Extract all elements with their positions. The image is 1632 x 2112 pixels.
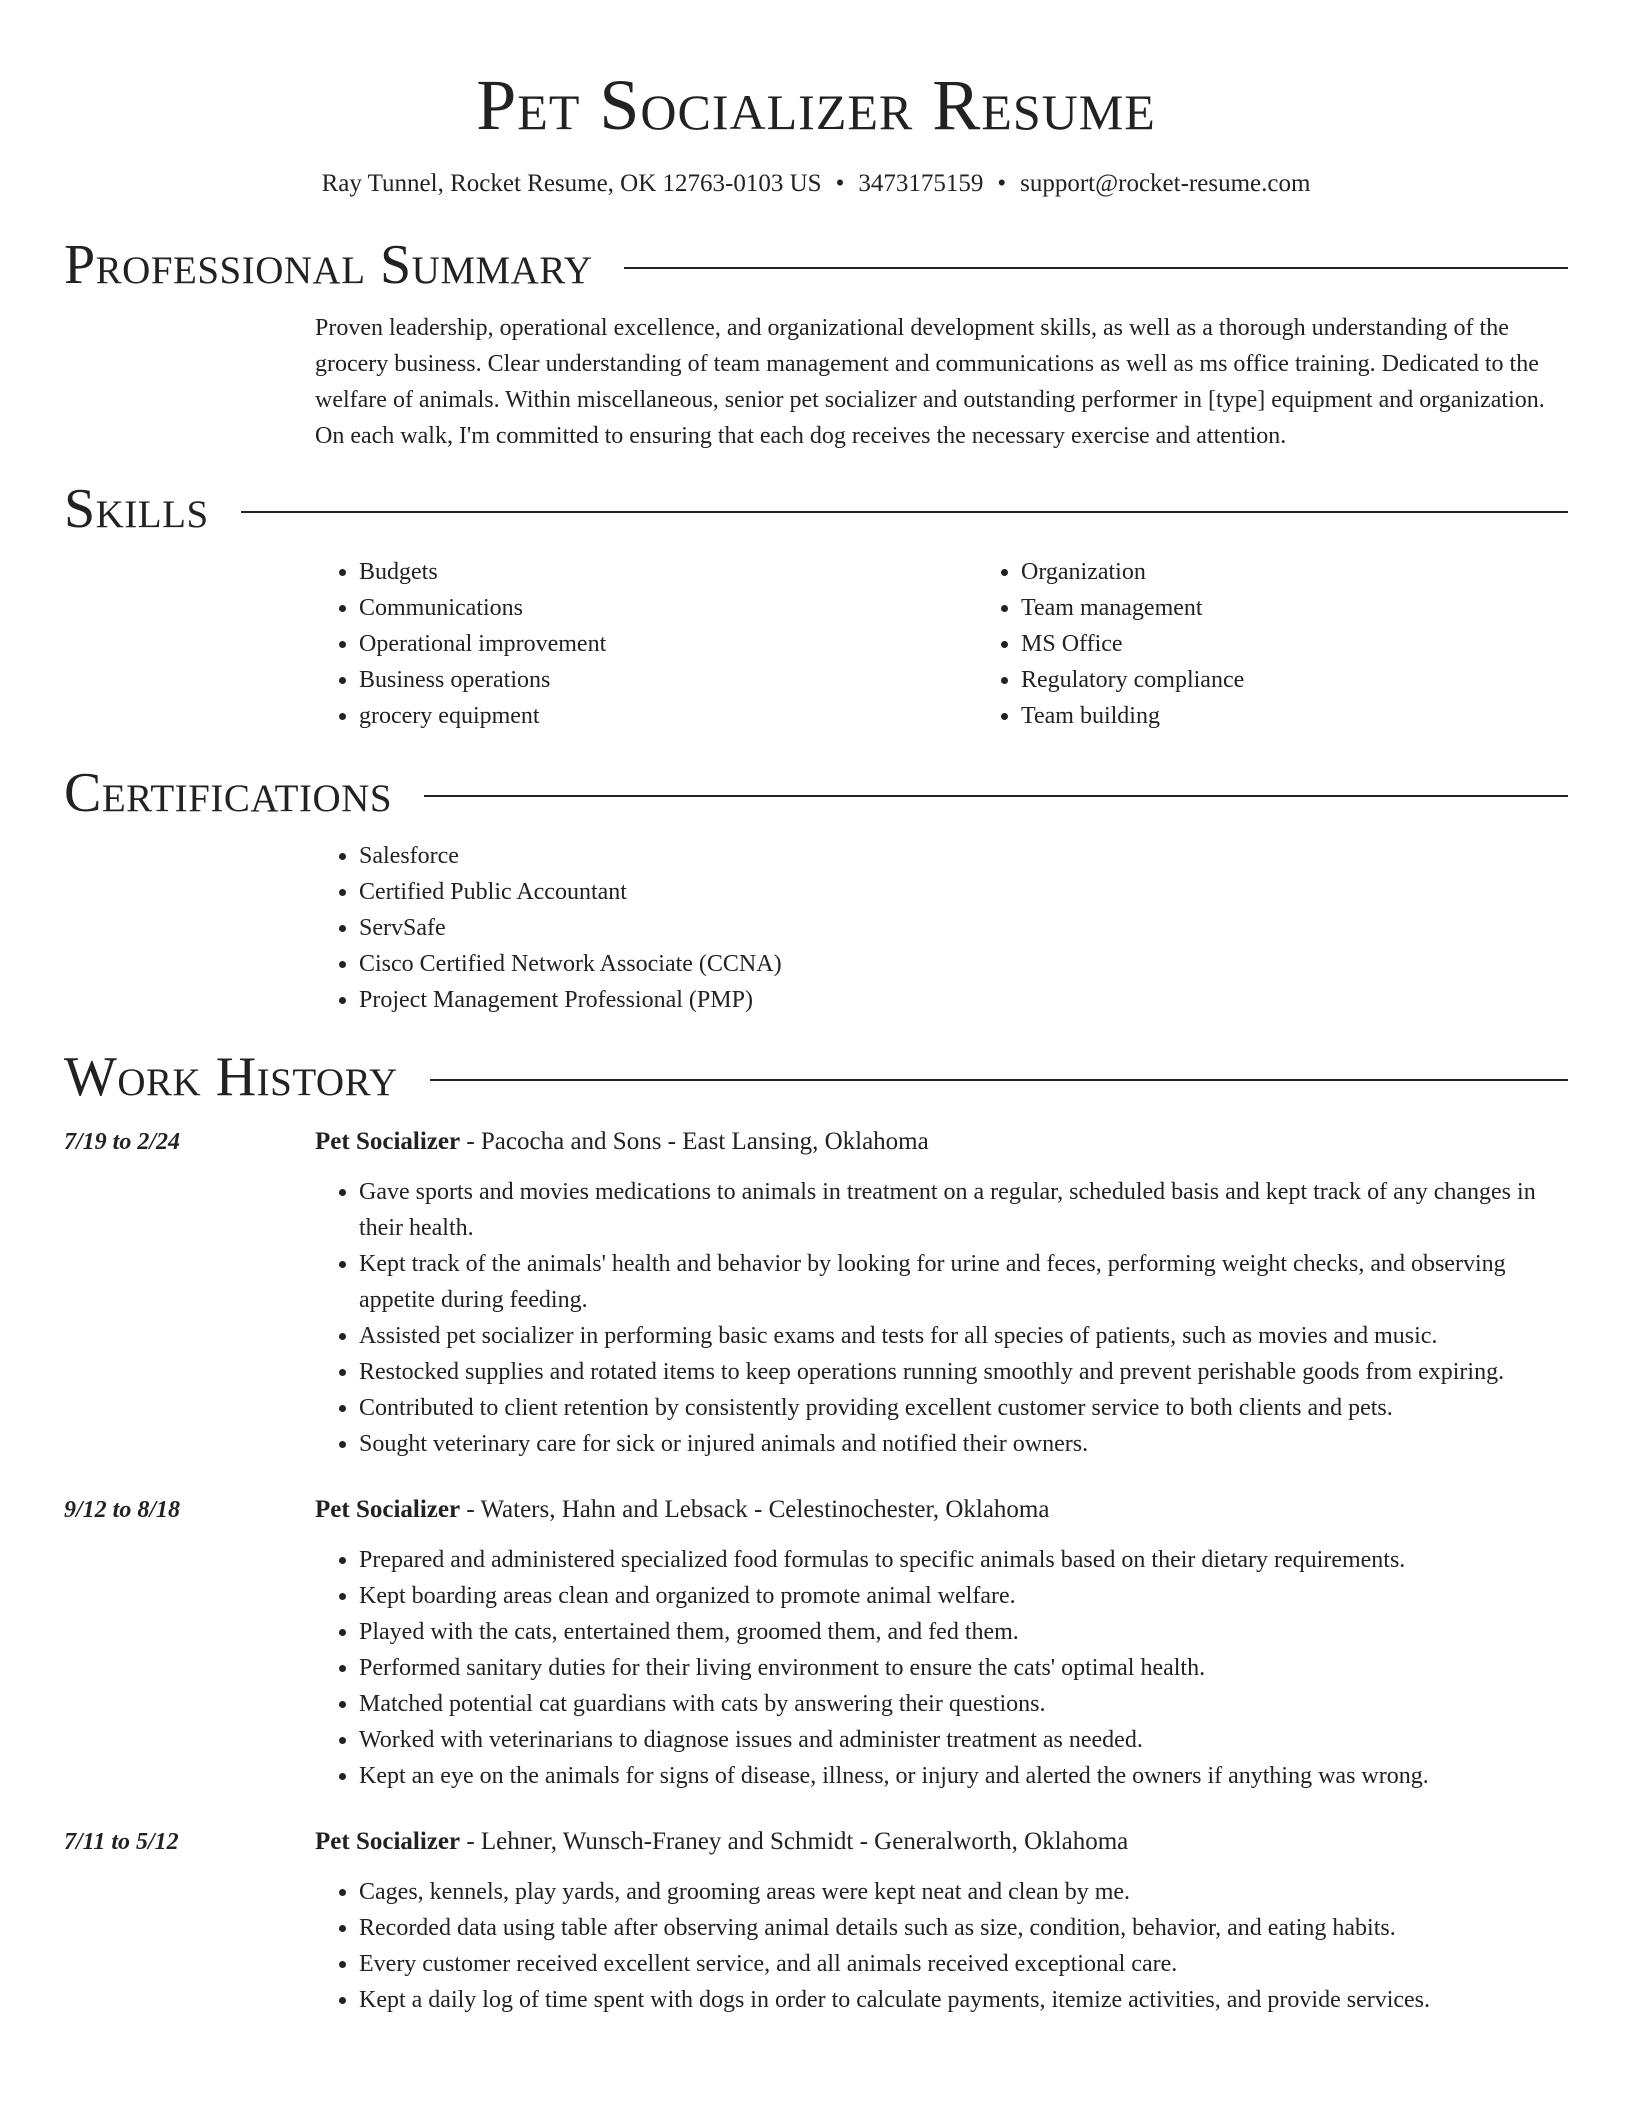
job-bullet: • Played with the cats, entertained them, groomed them, and fed them.: [359, 1614, 1568, 1650]
skill-item: • Organization: [1021, 554, 1632, 590]
job-title-line: [315, 1124, 1568, 1160]
skill-item: • Operational improvement: [359, 626, 977, 662]
skill-item: • Team management: [1021, 590, 1632, 626]
job-bullets: [315, 1874, 1568, 2018]
job-bullet: • Matched potential cat guardians with cats by answering their questions.: [359, 1686, 1568, 1722]
skills-body: [315, 554, 1568, 734]
job-employer: - Lehner, Wunsch-Franey and Schmidt - Generalworth, Oklahoma: [460, 1828, 1129, 1855]
contact-line: [64, 168, 1568, 200]
job-main: [315, 1824, 1568, 2018]
skill-item: • Regulatory compliance: [1021, 662, 1632, 698]
certification-item: • Project Management Professional (PMP): [359, 982, 1568, 1018]
job-bullet: • Assisted pet socializer in performing basic exams and tests for all species of patients, such as movies and music.: [359, 1318, 1568, 1354]
job-bullet: • Performed sanitary duties for their living environment to ensure the cats' optimal health.: [359, 1650, 1568, 1686]
job-dates: 7/19 to 2/24: [64, 1129, 181, 1155]
job-bullet: • Recorded data using table after observing animal details such as size, condition, behavior, and eating habits.: [359, 1910, 1568, 1946]
job-bullet: • Restocked supplies and rotated items to keep operations running smoothly and prevent perishable goods from expiring.: [359, 1354, 1568, 1390]
job-bullet: • Worked with veterinarians to diagnose issues and administer treatment as needed.: [359, 1722, 1568, 1758]
skill-item: • Team building: [1021, 698, 1632, 734]
job-bullet: • Every customer received excellent service, and all animals received exceptional care.: [359, 1946, 1568, 1982]
summary-body: [315, 310, 1568, 454]
work-history-heading: Work History: [64, 1046, 398, 1108]
job-entry: [64, 1824, 1568, 2018]
job-entry: [64, 1492, 1568, 1794]
job-main: [315, 1124, 1568, 1462]
job-bullet: • Kept an eye on the animals for signs of disease, illness, or injury and alerted the owners if anything was wrong.: [359, 1758, 1568, 1794]
certifications-list: [315, 838, 1568, 1018]
certifications-heading: Certifications: [64, 762, 393, 824]
section-divider: [430, 1079, 1568, 1081]
skills-section-header: [64, 476, 1568, 542]
certification-item: • Salesforce: [359, 838, 1568, 874]
job-bullet: • Prepared and administered specialized food formulas to specific animals based on their dietary requirements.: [359, 1542, 1568, 1578]
section-divider: [241, 511, 1568, 513]
resume-title: Pet Socializer Resume: [476, 65, 1156, 145]
certification-item: • ServSafe: [359, 910, 1568, 946]
job-bullets: [315, 1174, 1568, 1462]
job-title-line: [315, 1824, 1568, 1860]
job-bullet: • Contributed to client retention by consistently providing excellent customer service to both clients and pets.: [359, 1390, 1568, 1426]
summary-section-header: [64, 232, 1568, 298]
skills-list-right: [977, 554, 1632, 734]
certifications-body: [315, 838, 1568, 1018]
contact-address: Ray Tunnel, Rocket Resume, OK 12763-0103 US: [321, 170, 822, 197]
job-bullet: • Kept track of the animals' health and behavior by looking for urine and feces, performing weight checks, and observing appetite during feeding.: [359, 1246, 1568, 1318]
job-title: Pet Socializer: [315, 1496, 461, 1523]
skills-grid: [315, 554, 1568, 734]
contact-email: support@rocket-resume.com: [1020, 170, 1311, 197]
job-bullet: • Sought veterinary care for sick or injured animals and notified their owners.: [359, 1426, 1568, 1462]
job-employer: - Pacocha and Sons - East Lansing, Oklahoma: [460, 1128, 929, 1155]
contact-separator: •: [997, 170, 1007, 197]
section-divider: [624, 267, 1568, 269]
certifications-section-header: [64, 760, 1568, 826]
job-title: Pet Socializer: [315, 1128, 461, 1155]
skill-item: • Budgets: [359, 554, 977, 590]
job-bullet: • Kept a daily log of time spent with dogs in order to calculate payments, itemize activities, and provide services.: [359, 1982, 1568, 2018]
job-title-line: [315, 1492, 1568, 1528]
skill-item: • MS Office: [1021, 626, 1632, 662]
contact-phone: 3473175159: [858, 170, 984, 197]
job-bullet: • Kept boarding areas clean and organized to promote animal welfare.: [359, 1578, 1568, 1614]
job-dates: 9/12 to 8/18: [64, 1497, 181, 1523]
certification-item: • Cisco Certified Network Associate (CCNA): [359, 946, 1568, 982]
skills-heading: Skills: [64, 478, 209, 540]
skills-list-left: [315, 554, 977, 734]
job-bullet: • Gave sports and movies medications to animals in treatment on a regular, scheduled basis and kept track of any changes in their health.: [359, 1174, 1568, 1246]
job-title: Pet Socializer: [315, 1828, 461, 1855]
resume-page: [64, 0, 1568, 2018]
certification-item: • Certified Public Accountant: [359, 874, 1568, 910]
work-history-section-header: [64, 1044, 1568, 1110]
skill-item: • Communications: [359, 590, 977, 626]
job-bullets: [315, 1542, 1568, 1794]
skill-item: • Business operations: [359, 662, 977, 698]
summary-heading: Professional Summary: [64, 234, 593, 296]
skill-item: • grocery equipment: [359, 698, 977, 734]
job-employer: - Waters, Hahn and Lebsack - Celestinochester, Oklahoma: [460, 1496, 1050, 1523]
job-bullet: • Cages, kennels, play yards, and grooming areas were kept neat and clean by me.: [359, 1874, 1568, 1910]
contact-separator: •: [835, 170, 845, 197]
job-main: [315, 1492, 1568, 1794]
job-entry: [64, 1124, 1568, 1462]
summary-text: Proven leadership, operational excellence, and organizational development skills, as well as a thorough understanding of the grocery business. Clear understanding of team management and communications as well as ms office training. Dedicated to the welfare of animals. Within miscellaneous, senior pet socializer and outstanding performer in [type] equipment and organization. On each walk, I'm committed to ensuring that each dog receives the necessary exercise and attention.: [315, 315, 1545, 449]
job-dates: 7/11 to 5/12: [64, 1829, 179, 1855]
section-divider: [424, 795, 1568, 797]
